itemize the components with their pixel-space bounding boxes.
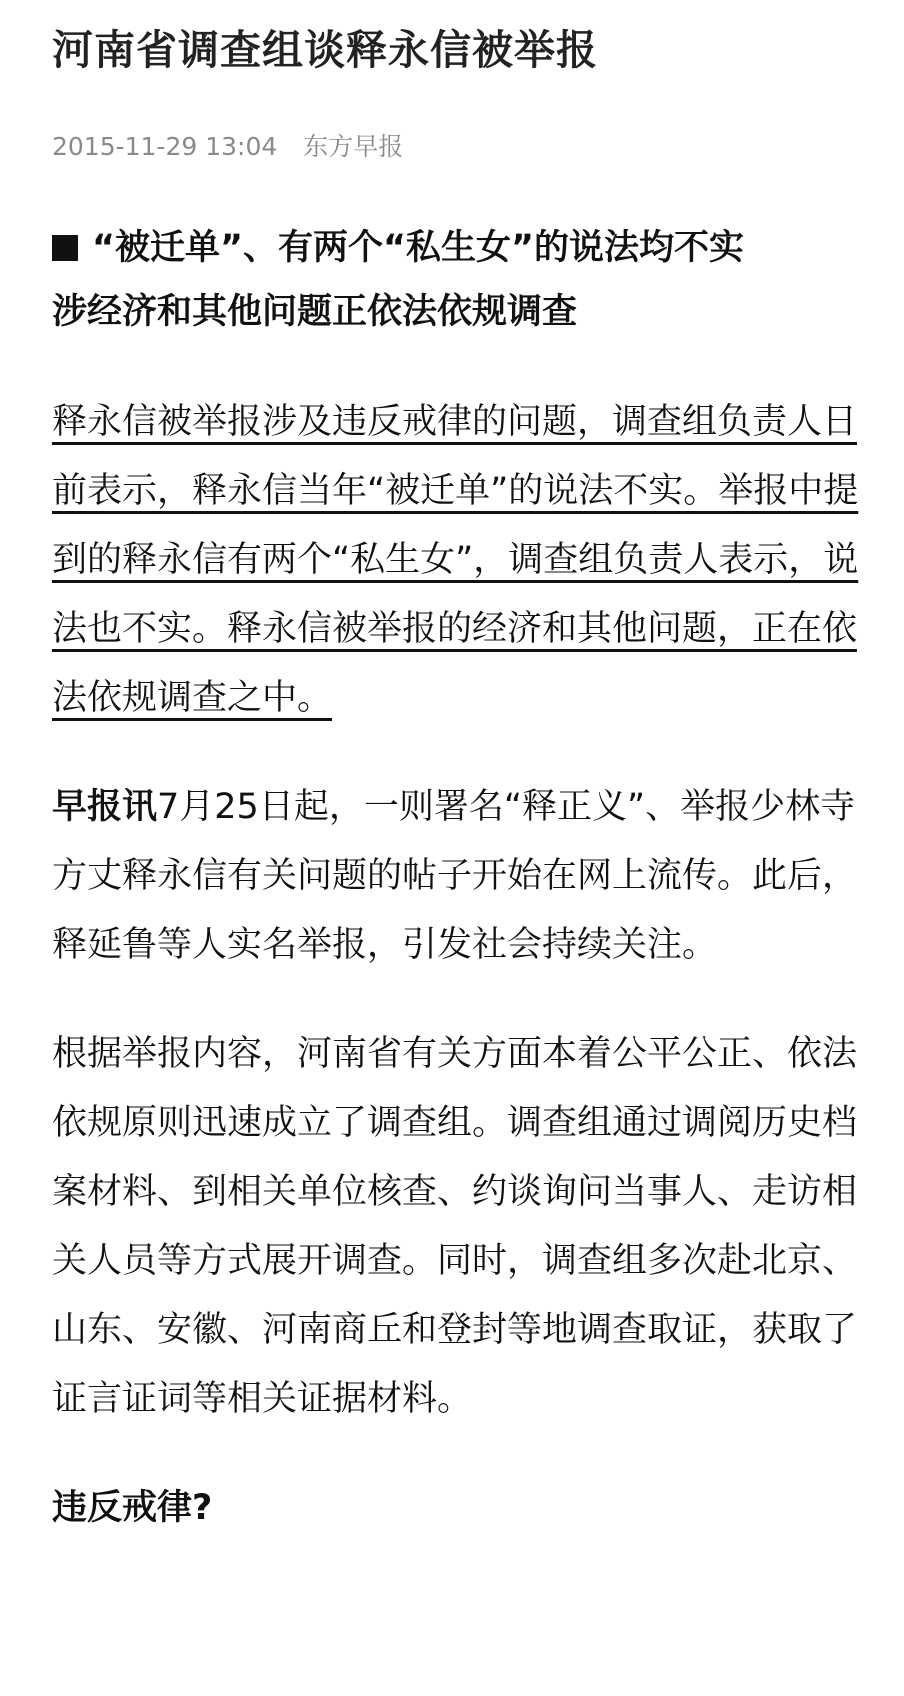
article-title: 河南省调查组谈释永信被举报 [52, 26, 598, 74]
news-source: 东方早报 [303, 132, 404, 161]
section-heading: 违反戒律? [52, 1488, 213, 1528]
publish-date: 2015-11-29 13:04 [52, 132, 278, 161]
summary-paragraph: 释永信被举报涉及违反戒律的问题，调查组负责人日前表示，释永信当年“被迁单”的说法不实。举报中提到的释永信有两个“私生女”，调查组负责人表示，说法也不实。释永信被举报的经济和其他问题，正在依法依规调查之中。 [52, 402, 859, 718]
paragraph-1-text: 7月25日起，一则署名“释正义”、举报少林寺方丈释永信有关问题的帖子开始在网上流传。此后，释延鲁等人实名举报，引发社会持续关注。 [52, 787, 858, 965]
article-meta [52, 130, 862, 164]
paragraph-lead: 早报讯 [52, 787, 158, 827]
body-paragraph-1 [52, 773, 862, 980]
article [52, 0, 862, 1543]
body-paragraph-2: 根据举报内容，河南省有关方面本着公平公正、依法依规原则迅速成立了调查组。调查组通过调阅历史档案材料、到相关单位核查、约谈询问当事人、走访相关人员等方式展开调查。同时，调查组多次赴北京、山东、安徽、河南商丘和登封等地调查取证，获取了证言证词等相关证据材料。 [52, 1034, 858, 1419]
subheading-line-1-text: “被迁单”、有两个“私生女”的说法均不实 [92, 228, 745, 268]
subheading-line-2: 涉经济和其他问题正依法依规调查 [52, 292, 578, 332]
subheading-line-1 [52, 216, 862, 280]
black-square-icon [52, 235, 78, 261]
subheading [52, 216, 862, 344]
